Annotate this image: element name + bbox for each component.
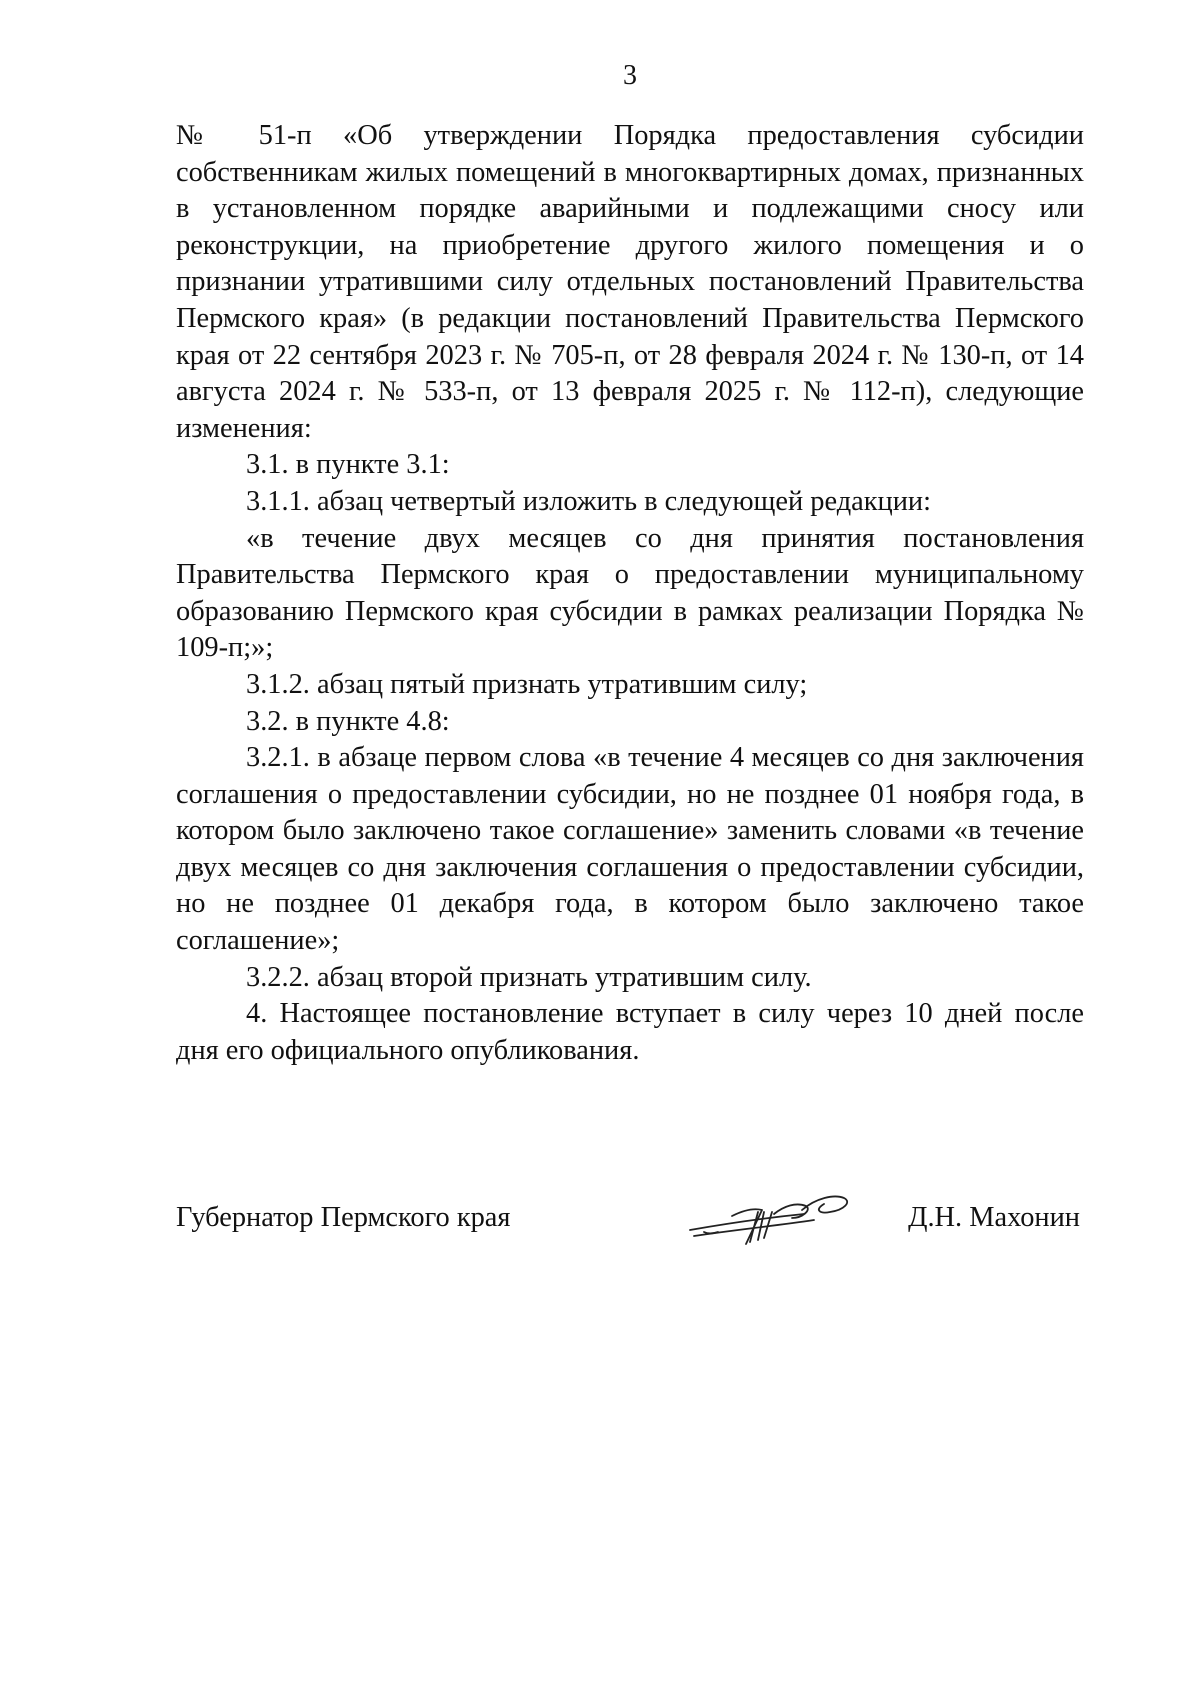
paragraph-3-1-1: 3.1.1. абзац четвертый изложить в следующей редакции: <box>246 485 932 517</box>
paragraph-3-1: 3.1. в пункте 3.1: <box>246 449 450 481</box>
signature-block <box>176 1196 1084 1256</box>
paragraph-4: 4. Настоящее постановление вступает в силу через 10 дней после дня его официального опубликования. <box>176 998 1084 1066</box>
paragraph-quote: «в течение двух месяцев со дня принятия постановления Правительства Пермского края о предоставлении муниципальному образованию Пермского края субсидии в рамках реализации Порядка № 109-п;»; <box>176 522 1084 664</box>
paragraph-3-2-1: 3.2.1. в абзаце первом слова «в течение 4 месяцев со дня заключения соглашения о предоставлении субсидии, но не позднее 01 ноября года, в котором было заключено такое соглашение» заменить словами «в течение двух месяцев со дня заключения соглашения о предоставлении субсидии, но не позднее 01 декабря года, в котором было заключено такое соглашение»; <box>176 742 1084 957</box>
signatory-name: Д.Н. Махонин <box>908 1202 1080 1233</box>
document-body <box>176 118 1084 1069</box>
paragraph-intro: № 51-п «Об утверждении Порядка предоставления субсидии собственникам жилых помещений в многоквартирных домах, признанных в установленном порядке аварийными и подлежащими сносу или реконструкции, на приобретение другого жилого помещения и о признании утратившими силу отдельных постановлений Правительства Пермского края» (в редакции постановлений Правительства Пермского края от 22 сентября 2023 г. № 705-п, от 28 февраля 2024 г. № 130-п, от 14 августа 2024 г. № 533-п, от 13 февраля 2025 г. № 112-п), следующие изменения: <box>176 120 1084 444</box>
handwritten-signature-icon <box>684 1188 864 1250</box>
signatory-title: Губернатор Пермского края <box>176 1202 511 1233</box>
paragraph-3-2: 3.2. в пункте 4.8: <box>246 705 450 737</box>
paragraph-3-1-2: 3.1.2. абзац пятый признать утратившим силу; <box>246 668 808 700</box>
paragraph-3-2-2: 3.2.2. абзац второй признать утратившим силу. <box>246 961 812 993</box>
page-number: 3 <box>623 60 637 91</box>
